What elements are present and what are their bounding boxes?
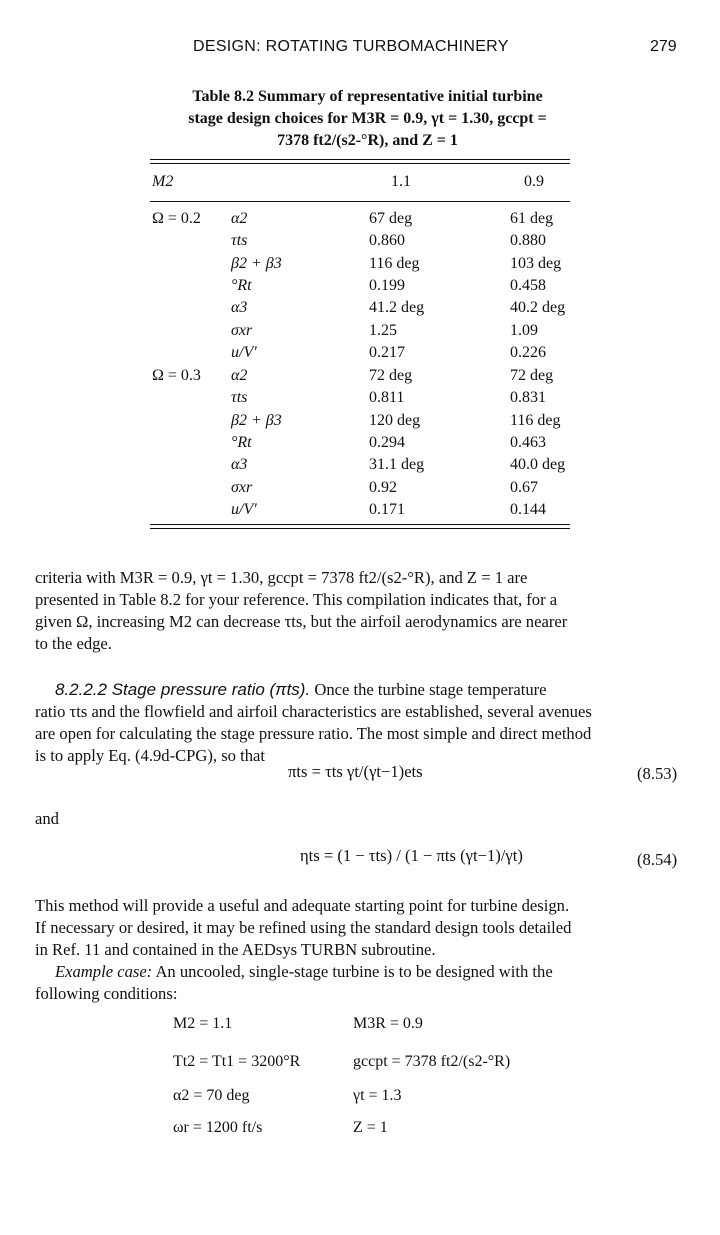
paragraph-line: ratio τts and the flowfield and airfoil characteristics are established, several avenues: [35, 702, 592, 721]
table-cell-value: 1.09: [510, 322, 538, 339]
condition-left: Tt2 = Tt1 = 3200°R: [173, 1053, 301, 1070]
table-cell-value: 0.811: [369, 389, 405, 406]
paragraph-criteria: [35, 567, 686, 655]
equation-number-8-54: (8.54): [637, 850, 678, 869]
table-param: u/V′: [231, 501, 257, 518]
paragraph-line: This method will provide a useful and adequate starting point for turbine design.: [35, 896, 570, 915]
condition-right: γt = 1.3: [353, 1087, 402, 1104]
running-title: DESIGN: ROTATING TURBOMACHINERY: [193, 38, 509, 55]
table-cell-value: 31.1 deg: [369, 456, 425, 473]
table-param: u/V′: [231, 344, 257, 361]
table-cell-value: 0.171: [369, 501, 405, 518]
column-header-label: M2: [152, 173, 174, 190]
table-caption-line-1: Table 8.2 Summary of representative initial turbine: [192, 88, 543, 105]
table-param: α3: [231, 299, 248, 316]
paragraph-line: to the edge.: [35, 634, 112, 653]
equation-8-54: ηts = (1 − τts) / (1 − πts (γt−1)/γt): [300, 846, 523, 865]
table-cell-value: 61 deg: [510, 210, 554, 227]
equation-8-53: πts = τts γt/(γt−1)ets: [288, 762, 423, 781]
condition-right: M3R = 0.9: [353, 1015, 423, 1032]
table-group-label: Ω = 0.2: [152, 210, 201, 227]
condition-right: Z = 1: [353, 1119, 388, 1136]
table-caption-line-3: 7378 ft2/(s2-°R), and Z = 1: [277, 132, 458, 149]
paragraph-line: is to apply Eq. (4.9d-CPG), so that: [35, 746, 265, 765]
table-param: α2: [231, 210, 248, 227]
table-cell-value: 0.463: [510, 434, 546, 451]
paragraph-line: criteria with M3R = 0.9, γt = 1.30, gccpt = 7378 ft2/(s2-°R), and Z = 1 are: [35, 568, 528, 587]
table-group-label: Ω = 0.3: [152, 367, 201, 384]
table-param: β2 + β3: [231, 255, 282, 272]
table-cell-value: 120 deg: [369, 412, 421, 429]
paragraph-method: [35, 895, 686, 961]
condition-left: ωr = 1200 ft/s: [173, 1119, 263, 1136]
table-param: α2: [231, 367, 248, 384]
table-caption-line-2: stage design choices for M3R = 0.9, γt = 1.30, gccpt =: [188, 110, 547, 127]
table-param: σxr: [231, 322, 253, 339]
table-caption: [120, 86, 615, 152]
table-cell-value: 1.25: [369, 322, 397, 339]
table-cell-value: 72 deg: [369, 367, 413, 384]
paragraph-line: Once the turbine stage temperature: [314, 680, 547, 699]
table-cell-value: 40.0 deg: [510, 456, 566, 473]
column-header-2: 0.9: [524, 173, 544, 190]
table-top-rule: [150, 159, 570, 160]
table-bottom-rule-2: [150, 528, 570, 529]
table-param: σxr: [231, 479, 253, 496]
table-cell-value: 0.226: [510, 344, 546, 361]
condition-left: α2 = 70 deg: [173, 1087, 250, 1104]
paragraph-line: following conditions:: [35, 984, 178, 1003]
table-cell-value: 72 deg: [510, 367, 554, 384]
paragraph-line: are open for calculating the stage pressure ratio. The most simple and direct method: [35, 724, 592, 743]
table-param: °Rt: [231, 277, 252, 294]
table-cell-value: 0.880: [510, 232, 546, 249]
table-cell-value: 0.144: [510, 501, 546, 518]
table-param: °Rt: [231, 434, 252, 451]
section-heading: 8.2.2.2 Stage pressure ratio (πts).: [55, 680, 311, 699]
paragraph-line: given Ω, increasing M2 can decrease τts, but the airfoil aerodynamics are nearer: [35, 612, 568, 631]
table-param: τts: [231, 389, 248, 406]
table-cell-value: 0.199: [369, 277, 405, 294]
section-stage-pressure-ratio: [35, 679, 686, 767]
table-cell-value: 0.294: [369, 434, 405, 451]
paragraph-example: [35, 961, 686, 1005]
equation-number-8-53: (8.53): [637, 764, 678, 783]
table-cell-value: 0.831: [510, 389, 546, 406]
table-cell-value: 0.92: [369, 479, 397, 496]
table-header-rule: [150, 201, 570, 202]
paragraph-line: If necessary or desired, it may be refined using the standard design tools detailed: [35, 918, 572, 937]
paragraph-line: in Ref. 11 and contained in the AEDsys TURBN subroutine.: [35, 940, 436, 959]
paragraph-line: An uncooled, single-stage turbine is to be designed with the: [155, 962, 553, 981]
table-cell-value: 41.2 deg: [369, 299, 425, 316]
example-first-line: [35, 961, 686, 983]
paragraph-line: presented in Table 8.2 for your reference. This compilation indicates that, for a: [35, 590, 558, 609]
table-bottom-rule: [150, 524, 570, 525]
section-first-line: [35, 679, 686, 701]
column-header-1: 1.1: [391, 173, 411, 190]
table-cell-value: 0.860: [369, 232, 405, 249]
table-cell-value: 0.67: [510, 479, 538, 496]
table-cell-value: 40.2 deg: [510, 299, 566, 316]
table-param: β2 + β3: [231, 412, 282, 429]
table-cell-value: 0.458: [510, 277, 546, 294]
condition-right: gccpt = 7378 ft2/(s2-°R): [353, 1053, 511, 1070]
and-word: and: [35, 809, 59, 828]
table-cell-value: 0.217: [369, 344, 405, 361]
condition-left: M2 = 1.1: [173, 1015, 233, 1032]
table-param: τts: [231, 232, 248, 249]
example-label: Example case:: [55, 962, 153, 981]
page-number: 279: [650, 38, 677, 55]
table-param: α3: [231, 456, 248, 473]
table-top-rule-2: [150, 163, 570, 164]
table-cell-value: 116 deg: [510, 412, 561, 429]
table-cell-value: 116 deg: [369, 255, 420, 272]
table-cell-value: 103 deg: [510, 255, 562, 272]
table-cell-value: 67 deg: [369, 210, 413, 227]
